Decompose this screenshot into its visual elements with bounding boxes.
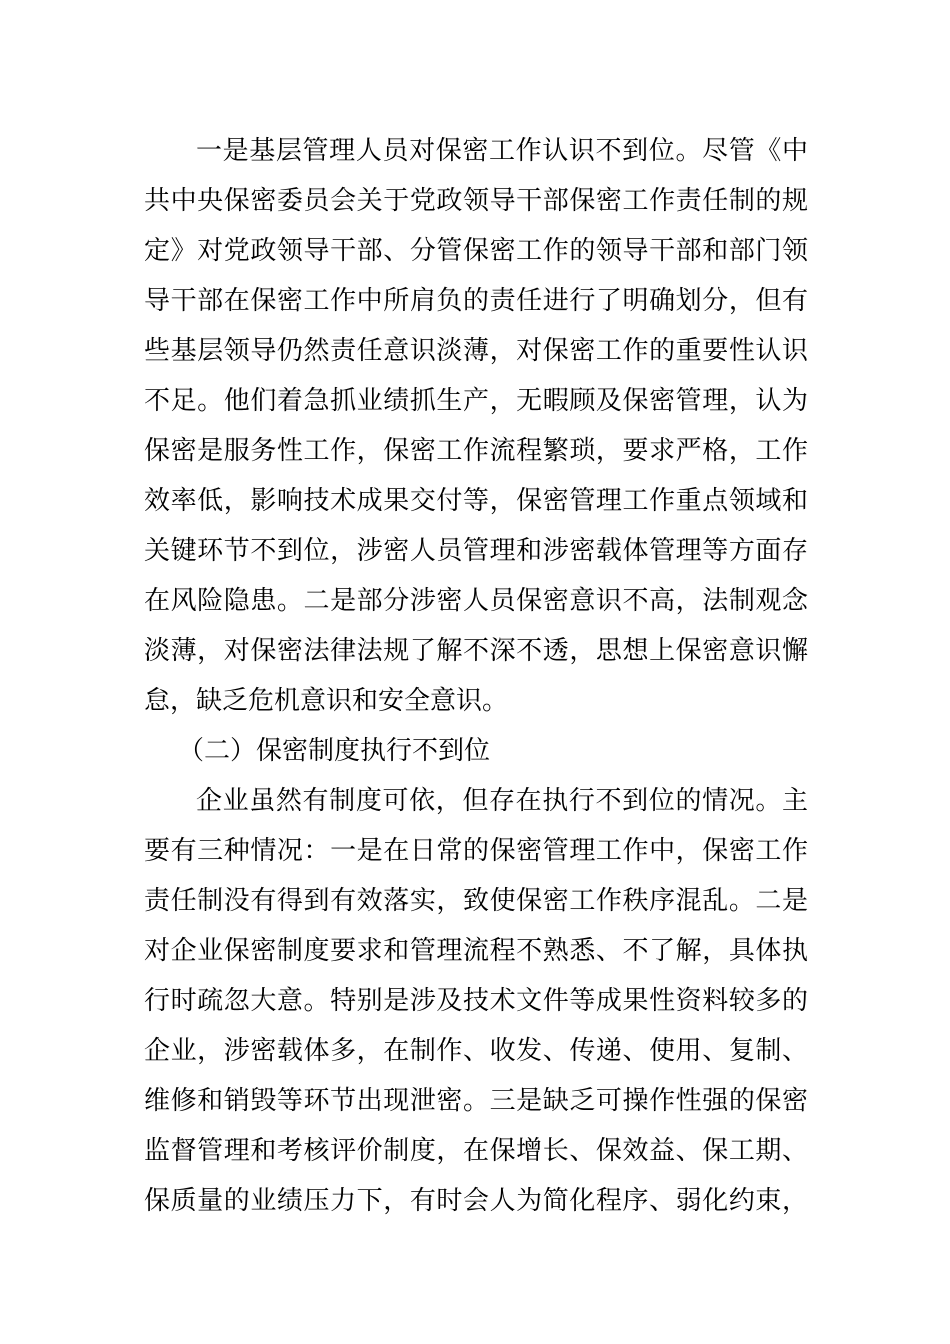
paragraph-1-line: 些基层领导仍然责任意识淡薄，对保密工作的重要性认识 [144, 336, 808, 366]
section-heading: （二）保密制度执行不到位 [178, 736, 491, 766]
paragraph-2-line: 企业虽然有制度可依，但存在执行不到位的情况。主 [196, 786, 808, 816]
paragraph-1-line: 保密是服务性工作，保密工作流程繁琐，要求严格，工作 [144, 436, 808, 466]
paragraph-2-line: 要有三种情况：一是在日常的保密管理工作中，保密工作 [144, 836, 808, 866]
paragraph-2-line: 保质量的业绩压力下，有时会人为简化程序、弱化约束， [144, 1186, 808, 1216]
paragraph-2-line: 行时疏忽大意。特别是涉及技术文件等成果性资料较多的 [144, 986, 808, 1016]
paragraph-2-line: 企业，涉密载体多，在制作、收发、传递、使用、复制、 [144, 1036, 808, 1066]
paragraph-1-line: 在风险隐患。二是部分涉密人员保密意识不高，法制观念 [144, 586, 808, 616]
paragraph-2-line: 责任制没有得到有效落实，致使保密工作秩序混乱。二是 [144, 886, 808, 916]
paragraph-1-line: 淡薄，对保密法律法规了解不深不透，思想上保密意识懈 [144, 636, 808, 666]
paragraph-1-line: 效率低，影响技术成果交付等，保密管理工作重点领域和 [144, 486, 808, 516]
paragraph-1-line: 导干部在保密工作中所肩负的责任进行了明确划分，但有 [144, 286, 808, 316]
paragraph-1-line: 共中央保密委员会关于党政领导干部保密工作责任制的规 [144, 186, 808, 216]
document-body [144, 126, 808, 1226]
paragraph-2-line: 监督管理和考核评价制度，在保增长、保效益、保工期、 [144, 1136, 808, 1166]
paragraph-1-line: 一是基层管理人员对保密工作认识不到位。尽管《中 [196, 136, 808, 166]
paragraph-2-line: 维修和销毁等环节出现泄密。三是缺乏可操作性强的保密 [144, 1086, 808, 1116]
paragraph-2-line: 对企业保密制度要求和管理流程不熟悉、不了解，具体执 [144, 936, 808, 966]
paragraph-1-line: 怠，缺乏危机意识和安全意识。 [144, 686, 509, 716]
paragraph-1-line: 不足。他们着急抓业绩抓生产，无暇顾及保密管理，认为 [144, 386, 808, 416]
paragraph-1-line: 定》对党政领导干部、分管保密工作的领导干部和部门领 [144, 236, 808, 266]
paragraph-1-line: 关键环节不到位，涉密人员管理和涉密载体管理等方面存 [144, 536, 808, 566]
